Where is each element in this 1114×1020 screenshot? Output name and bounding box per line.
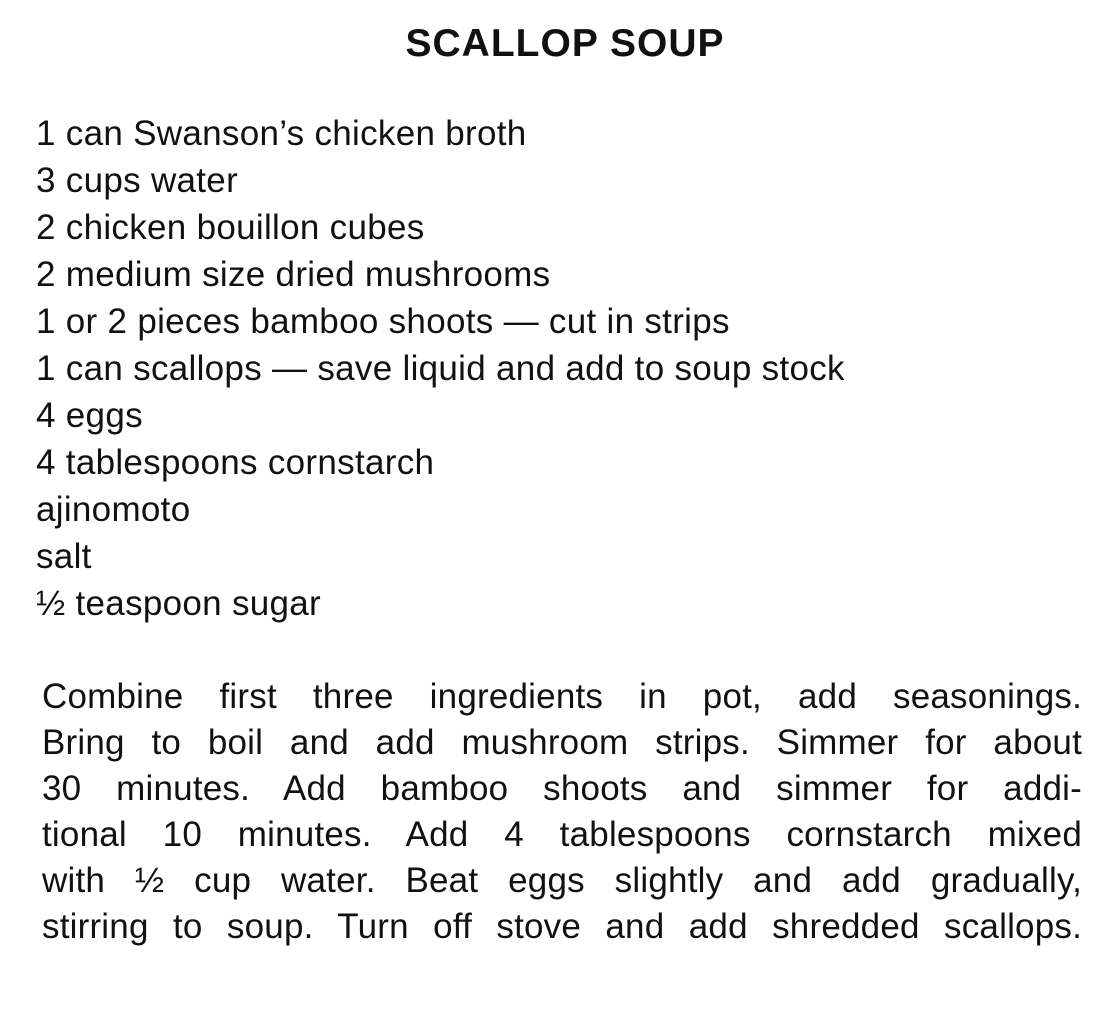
ingredient-item: ½ teaspoon sugar — [36, 584, 322, 623]
ingredient-item: 3 cups water — [36, 161, 239, 200]
directions-line: stirring to soup. Turn off stove and add shredded scallops. — [42, 907, 1082, 946]
ingredient-item: 2 medium size dried mushrooms — [36, 255, 551, 294]
ingredient-item: 1 can scallops — save liquid and add to soup stock — [36, 349, 845, 388]
ingredient-item: salt — [36, 537, 92, 576]
directions-line: Bring to boil and add mushroom strips. Simmer for about — [42, 723, 1082, 762]
recipe-title: SCALLOP SOUP — [405, 22, 725, 65]
ingredient-item: 4 eggs — [36, 396, 143, 435]
directions-line: tional 10 minutes. Add 4 tablespoons cornstarch mixed — [42, 815, 1082, 854]
ingredient-item: 2 chicken bouillon cubes — [36, 208, 425, 247]
directions-line: with ½ cup water. Beat eggs slightly and add gradually, — [42, 861, 1082, 900]
ingredient-item: 1 can Swanson’s chicken broth — [36, 114, 527, 153]
directions-line: Combine first three ingredients in pot, add seasonings. — [42, 677, 1082, 716]
directions-line: 30 minutes. Add bamboo shoots and simmer for addi- — [42, 769, 1082, 808]
ingredient-item: 4 tablespoons cornstarch — [36, 443, 435, 482]
ingredient-list — [36, 110, 845, 627]
ingredient-item: 1 or 2 pieces bamboo shoots — cut in strips — [36, 302, 730, 341]
directions-paragraph — [42, 674, 1082, 950]
ingredient-item: ajinomoto — [36, 490, 191, 529]
